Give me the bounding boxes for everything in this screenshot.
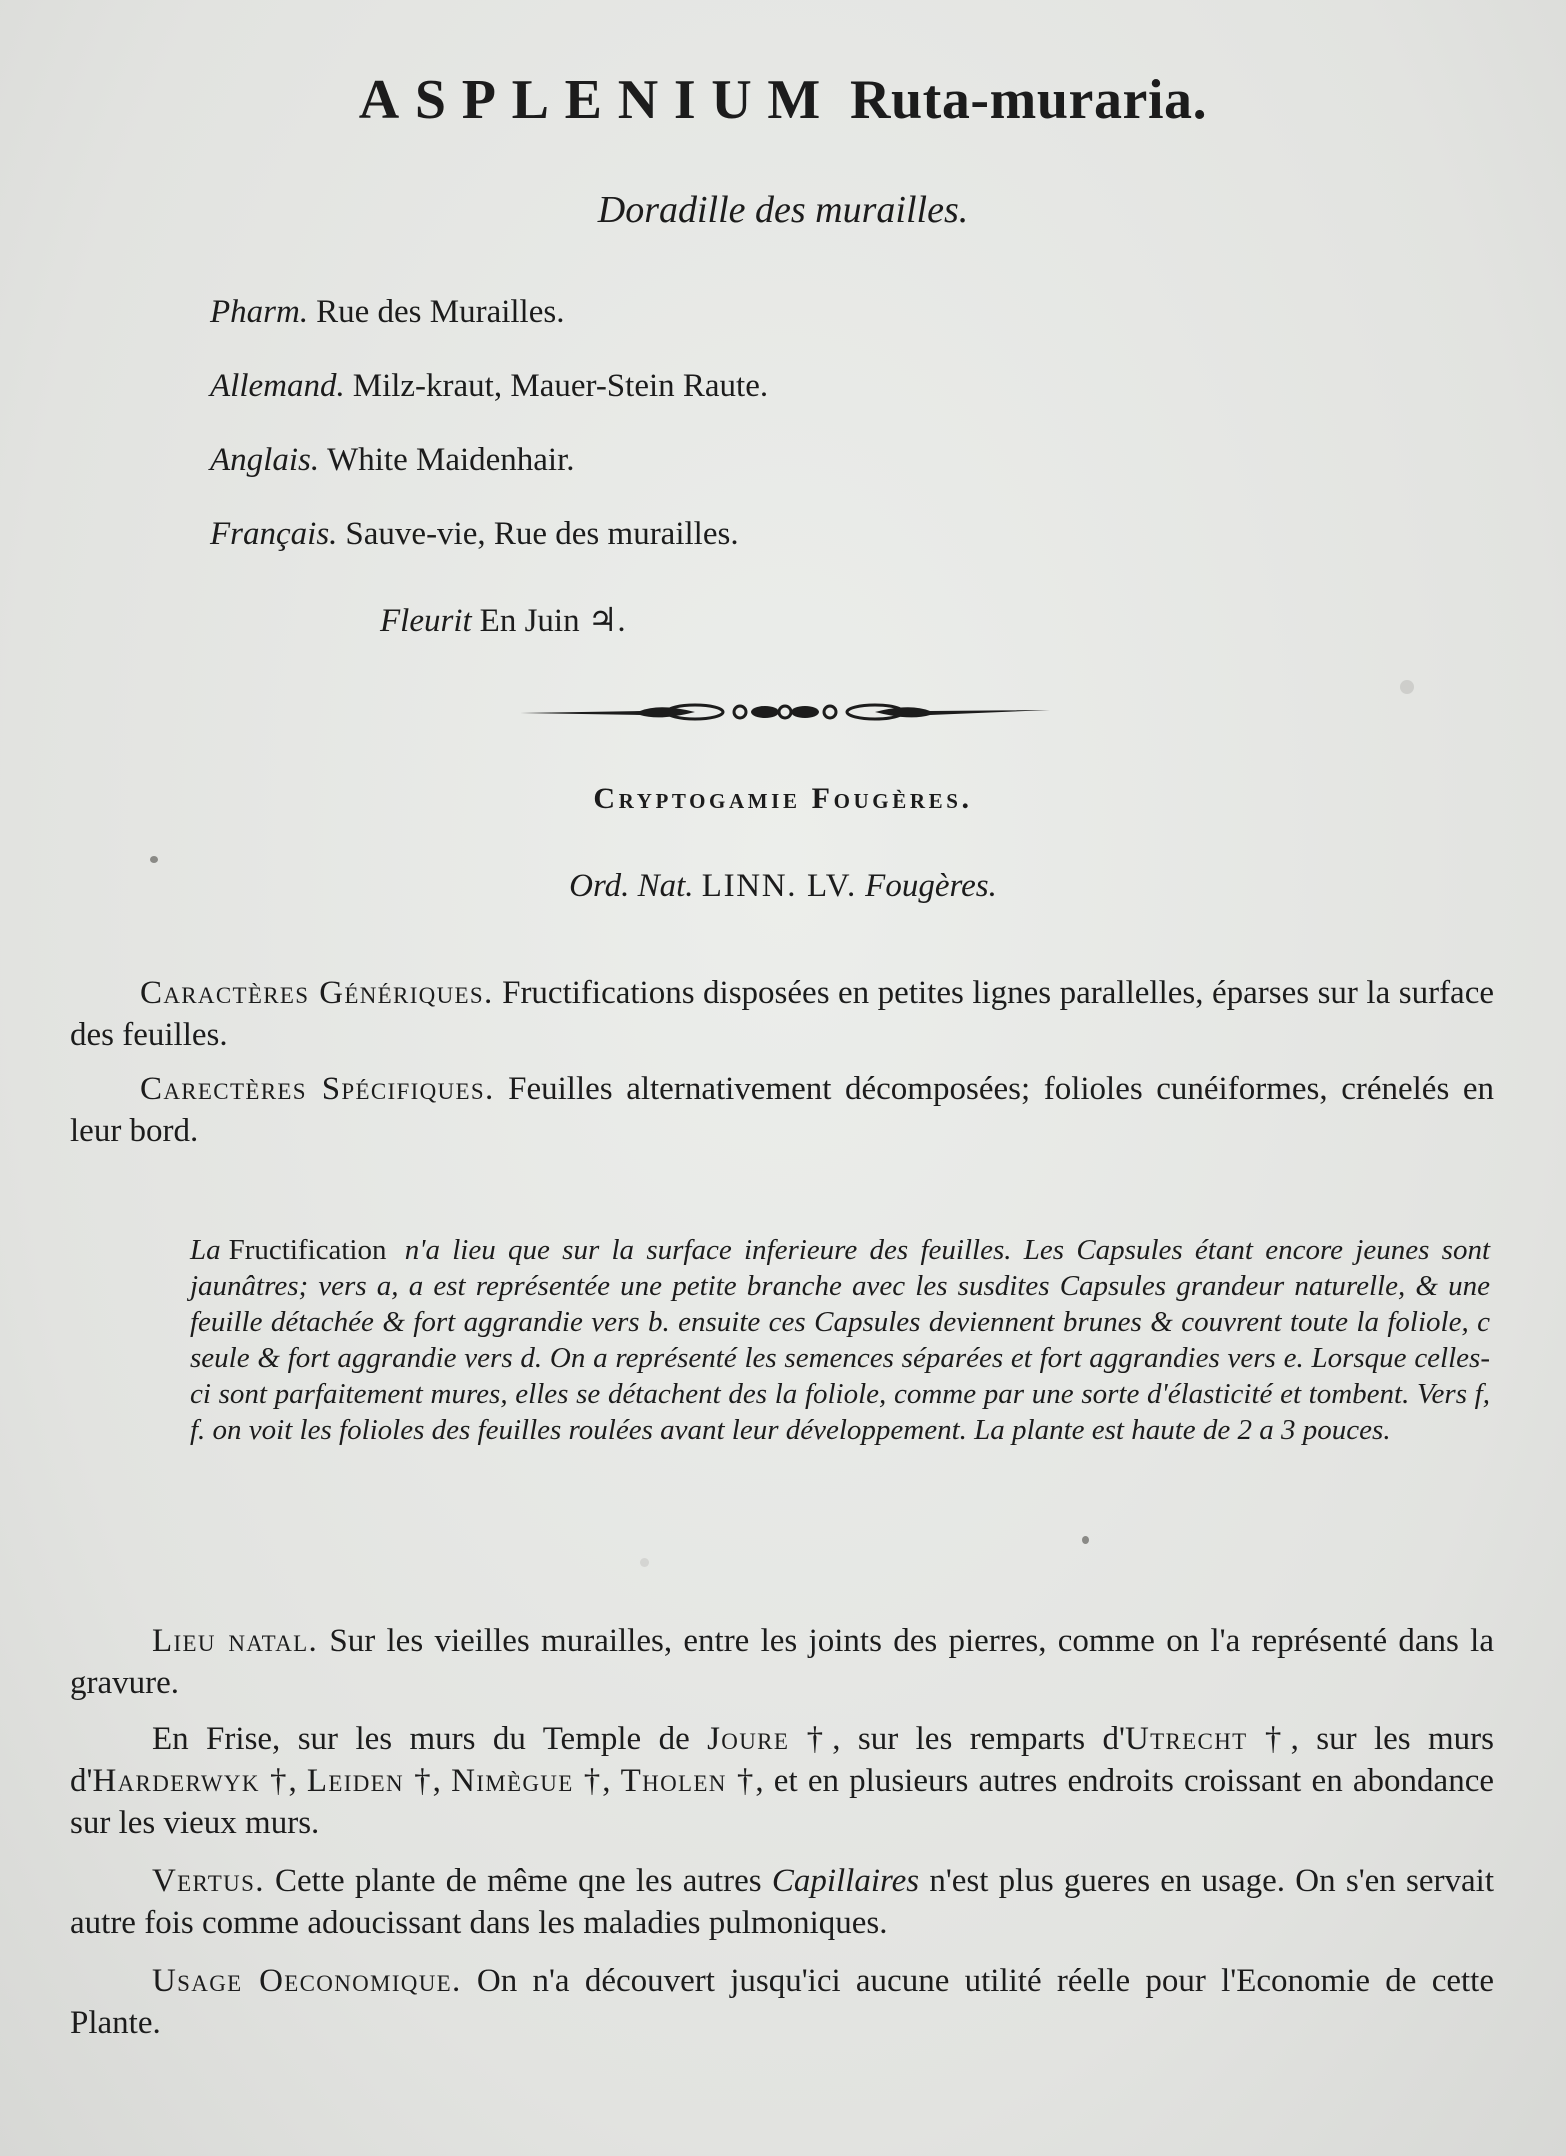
virtues-lead: Vertus. [152, 1863, 265, 1899]
locations-text: †, et en plusieurs autres endroits croissant en abondance sur les vieux murs. [70, 1763, 1494, 1841]
ornament-divider-icon [520, 696, 1050, 728]
place-tholen: Tholen [620, 1763, 727, 1799]
flowering-time [380, 600, 626, 640]
vernacular-names [210, 290, 768, 586]
specific-characters-text: Feuilles alternativement décomposées; folioles cunéiformes, crénelés en leur bord. [70, 1071, 1495, 1149]
economic-usage [70, 1960, 1494, 2044]
fructification-text: n'a lieu que sur la surface inferieure des feuilles. Les Capsules étant encore jeunes sont jaunâtres; vers a, a est représentée une petite branche avec les susdites Capsules grandeur naturelle, & une feuille détachée & fort aggrandie vers b. ensuite ces Capsules deviennent brunes & couvrent toute la foliole, c seule & fort aggrandie vers d. On a représenté les semences séparées et fort aggrandies vers e. Lorsque celles-ci sont parfaitement mures, elles se détachent des la foliole, comme par une sorte d'élasticité et tombent. Vers f, f. on voit les folioles des feuilles roulées avant leur développement. La plante est haute de 2 a 3 pouces. [190, 1234, 1491, 1446]
page-title [0, 69, 1566, 131]
ord-label: Ord. Nat. [569, 868, 694, 904]
place-leiden: Leiden [306, 1763, 404, 1799]
virtues-text: n'est plus gueres en usage. On s'en servait autre fois comme adoucissant dans les maladies pulmoniques. [70, 1863, 1494, 1941]
specific-characters-lead: Carectères Spécifiques. [140, 1071, 495, 1107]
name-lang: Allemand. [210, 368, 345, 404]
fructification-la: La [190, 1234, 221, 1266]
economic-usage-lead: Usage Oeconomique. [152, 1963, 462, 1999]
name-lang: Pharm. [210, 294, 309, 330]
fructification-lead: Fructification [228, 1234, 387, 1266]
place-joure: Joure [707, 1721, 790, 1757]
economic-usage-text: On n'a découvert jusqu'ici aucune utilité réelle pour l'Economie de cette Plante. [70, 1963, 1494, 2041]
name-value: Sauve-vie, Rue des murailles. [345, 516, 739, 552]
ord-family: Fougères. [865, 868, 997, 904]
locations-text: †, [583, 1763, 611, 1799]
paper-speck [1082, 1536, 1089, 1544]
name-row-anglais [210, 438, 768, 512]
virtues-capillaires: Capillaires [771, 1863, 920, 1899]
native-habitat-lead: Lieu natal. [152, 1623, 319, 1659]
name-lang: Français. [210, 516, 338, 552]
locations-text: †, [414, 1763, 441, 1799]
name-row-allemand [210, 364, 768, 438]
specific-characters [70, 1068, 1494, 1152]
paper-speck [1400, 680, 1414, 694]
generic-characters-lead: Caractères Génériques. [140, 975, 494, 1011]
natural-order [0, 868, 1566, 905]
fleurit-value: En Juin ♃. [479, 603, 626, 639]
locations-text: †, sur les murs d' [70, 1721, 1495, 1799]
virtues-text: Cette plante de même qne les autres [275, 1863, 762, 1899]
native-habitat-text: Sur les vieilles murailles, entre les joints des pierres, comme on l'a représenté dans la gravure. [70, 1623, 1494, 1701]
place-nimegue: Nimègue [451, 1763, 574, 1799]
name-row-francais [210, 512, 768, 586]
locations-text: †, [269, 1763, 297, 1799]
genus-name: ASPLENIUM [358, 69, 836, 131]
generic-characters [70, 972, 1494, 1056]
species-name: Ruta-muraria. [849, 69, 1208, 131]
ord-linn: LINN. LV. [701, 868, 857, 904]
native-habitat [70, 1620, 1494, 1704]
french-name: Doradille des murailles. [597, 189, 969, 231]
fleurit-label: Fleurit [380, 603, 472, 639]
locations-paragraph [70, 1718, 1494, 1844]
generic-characters-text: Fructifications disposées en petites lignes parallelles, éparses sur la surface des feuilles. [70, 975, 1494, 1053]
section-heading: Cryptogamie Fougères. [593, 782, 973, 815]
name-value: Milz-kraut, Mauer-Stein Raute. [352, 368, 769, 404]
paper-speck [640, 1558, 649, 1567]
place-utrecht: Utrecht [1125, 1721, 1248, 1757]
fructification-note [190, 1232, 1490, 1448]
name-lang: Anglais. [210, 442, 320, 478]
name-value: White Maidenhair. [327, 442, 575, 478]
name-value: Rue des Murailles. [316, 294, 565, 330]
locations-text: †, sur les remparts d' [806, 1721, 1125, 1757]
virtues-paragraph [70, 1860, 1494, 1944]
locations-text: En Frise, sur les murs du Temple de [152, 1721, 690, 1757]
name-row-pharm [210, 290, 768, 364]
paper-speck [150, 856, 158, 863]
place-harderwyk: Harderwyk [92, 1763, 260, 1799]
